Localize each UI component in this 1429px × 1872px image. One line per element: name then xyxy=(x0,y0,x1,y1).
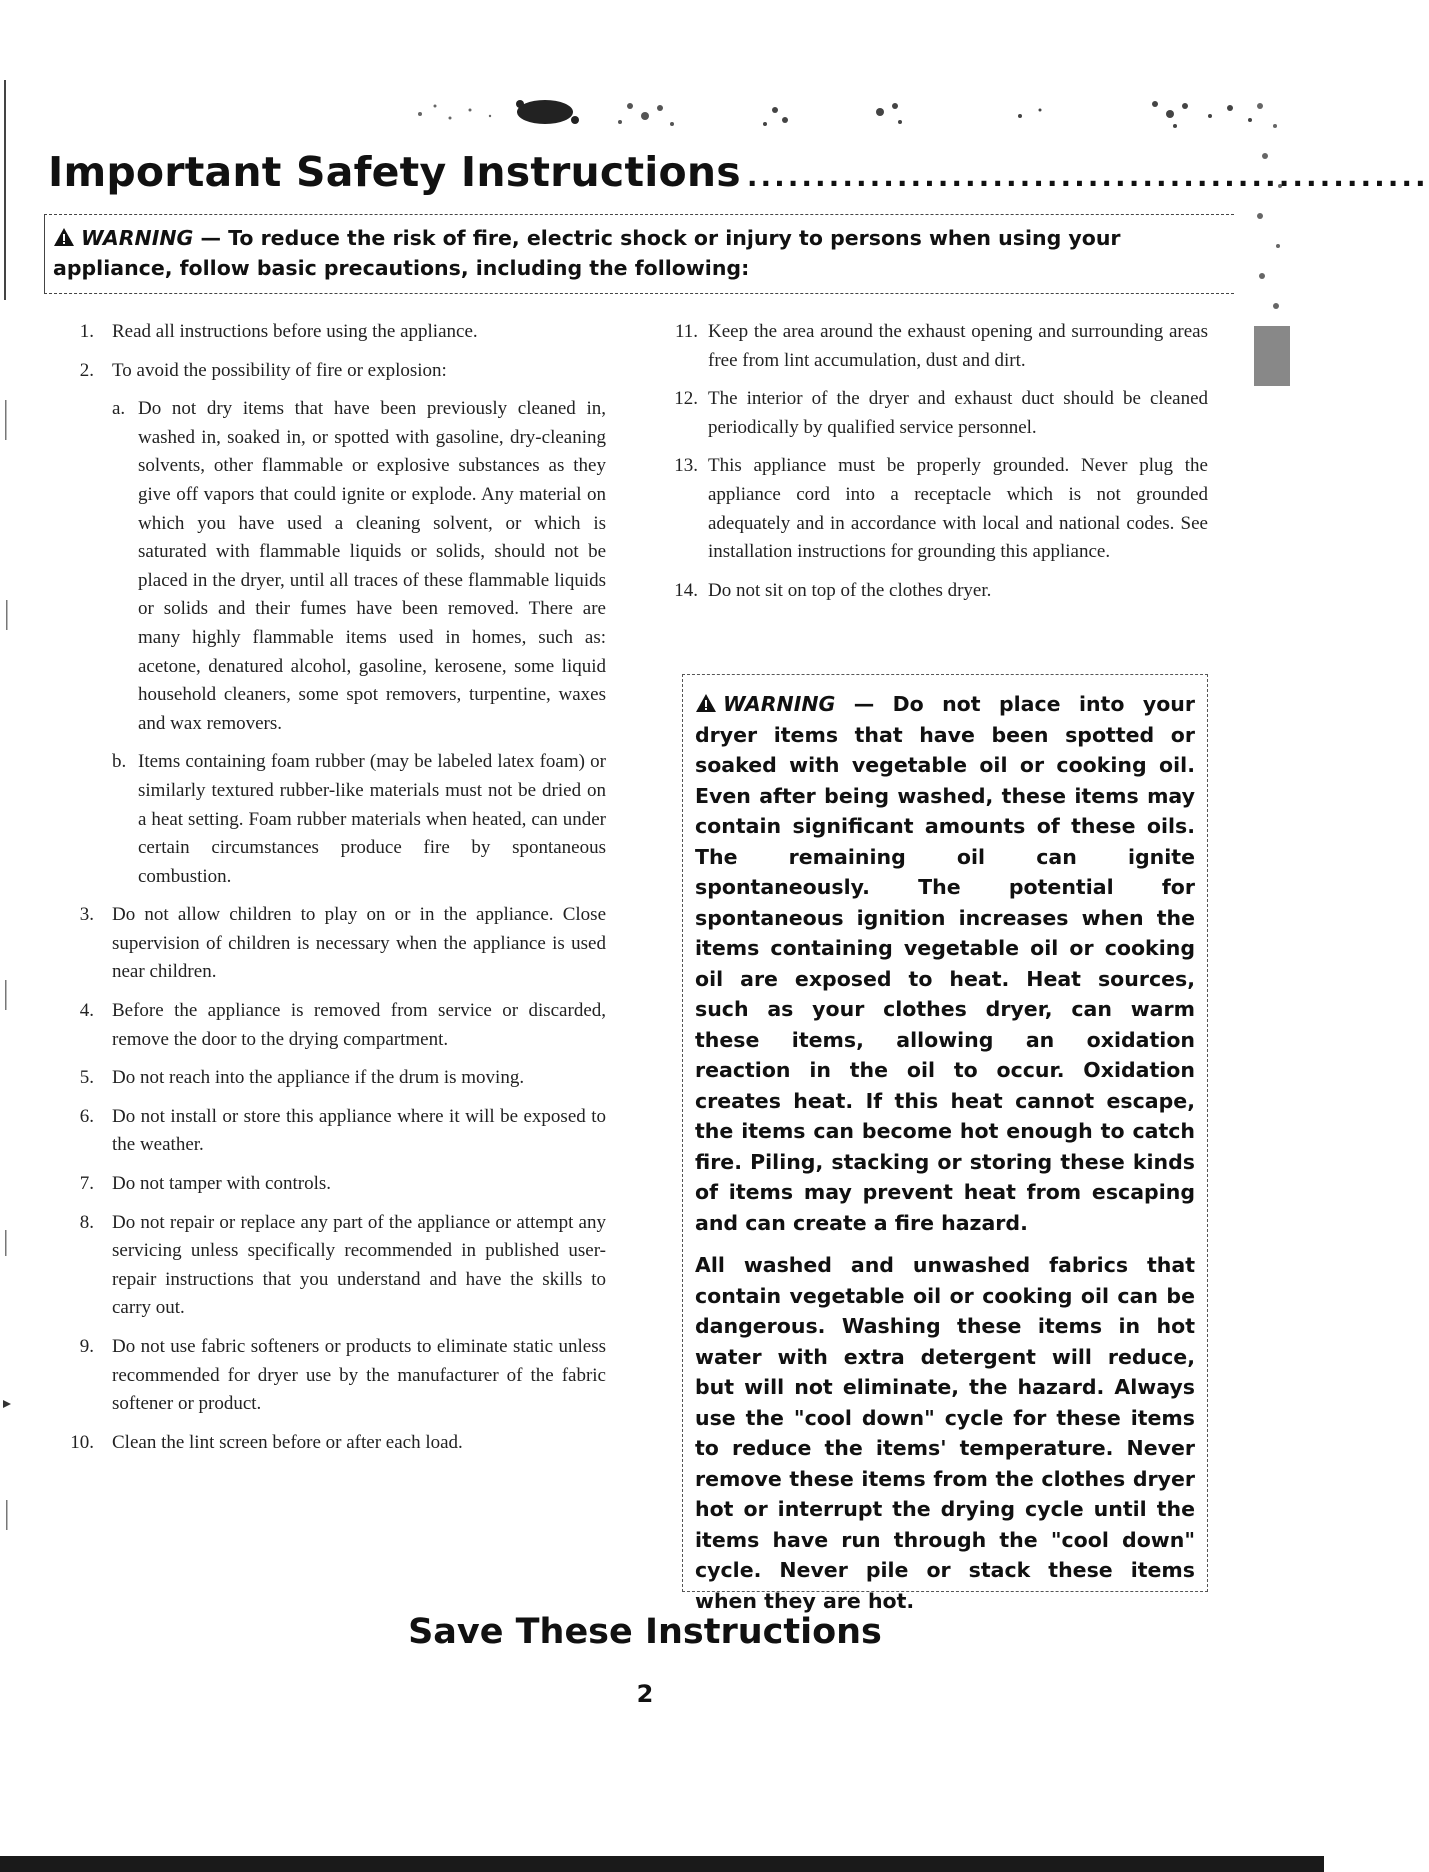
page-number: 2 xyxy=(636,1680,654,1708)
sub-item-text: Do not dry items that have been previously cleaned in, washed in, soaked in, or spotted with gasoline, dry-cleaning solvents, other flammable or explosive substances as they give off vapors that could ignite or explode. Any material on which you have used a cleaning solvent, or which is saturated with flammable liquids or solids, should not be placed in the dryer, until all traces of these flammable liquids or solids and their fumes have been removed. There are many highly flammable items used in homes, such as: acetone, denatured alcohol, gasoline, kerosene, some liquid household cleaners, some spot removers, turpentine, waxes and wax removers. xyxy=(138,398,606,734)
warning-triangle-icon xyxy=(53,227,75,247)
item-number: 5. xyxy=(79,1067,94,1089)
item-number: 9. xyxy=(79,1336,94,1357)
header-decorative-pattern xyxy=(380,86,1280,146)
oil-warning-box xyxy=(682,674,1208,1613)
top-warning-body: — To reduce the risk of fire, electric shock or injury to persons when using your appliance, follow basic precautions, including the following: xyxy=(53,226,1121,280)
oil-warning-label: WARNING xyxy=(723,692,836,716)
item-number: 11. xyxy=(674,321,698,342)
page-title: Important Safety Instructions xyxy=(48,148,741,196)
right-column xyxy=(662,318,1208,615)
list-item xyxy=(58,1429,606,1458)
item-text: Do not allow children to play on or in the appliance. Close supervision of children is necessary when the appliance is used near children. xyxy=(112,904,606,983)
list-item xyxy=(662,577,1208,606)
item-number: 12. xyxy=(674,388,698,410)
sub-item-text: Items containing foam rubber (may be labeled latex foam) or similarly textured rubber-like materials must not be dried on a heat setting. Foam rubber materials when heated, can under certain circumstances produce fire by spontaneous combustion. xyxy=(138,751,606,887)
item-text: Keep the area around the exhaust opening and surrounding areas free from lint accumulation, dust and dirt. xyxy=(708,321,1208,371)
top-warning-text xyxy=(53,223,1218,283)
item-number: 2. xyxy=(79,359,94,381)
item-text: Do not sit on top of the clothes dryer. xyxy=(708,579,992,601)
item-text: Read all instructions before using the appliance. xyxy=(112,321,478,342)
list-item xyxy=(58,357,606,386)
item-number: 6. xyxy=(79,1105,94,1127)
list-item xyxy=(58,1103,606,1160)
item-text: To avoid the possibility of fire or explosion: xyxy=(112,359,447,381)
list-item xyxy=(58,901,606,987)
warning-triangle-icon xyxy=(695,693,717,713)
list-item xyxy=(58,1064,606,1093)
item-text: Do not tamper with controls. xyxy=(112,1173,331,1195)
top-warning-box xyxy=(44,214,1234,294)
item-text: Clean the lint screen before or after each load. xyxy=(112,1431,463,1453)
top-warning-label: WARNING xyxy=(81,226,194,250)
item-text: Do not install or store this appliance where it will be exposed to the weather. xyxy=(112,1105,606,1156)
save-instructions-heading: Save These Instructions xyxy=(408,1612,882,1652)
item-text: Do not repair or replace any part of the appliance or attempt any servicing unless specifically recommended in published user-repair instructions that you understand and have the skills to carry out. xyxy=(112,1211,606,1319)
sub-item-letter: a. xyxy=(112,398,126,420)
item-number: 10. xyxy=(70,1431,94,1453)
list-item xyxy=(58,318,606,347)
item-number: 3. xyxy=(79,904,94,926)
item-text: Before the appliance is removed from service or discarded, remove the door to the drying compartment. xyxy=(112,1000,606,1050)
left-column xyxy=(58,318,606,1467)
list-item xyxy=(662,318,1208,375)
bottom-scan-edge xyxy=(0,1856,1324,1872)
oil-warning-text-1: — Do not place into your dryer items that have been spotted or soaked with vegetable oil or cooking oil. Even after being washed, these items may contain significant amounts of these oils. The remaining oil can ignite spontaneously. The potential for spontaneous ignition increases when the items containing vegetable oil or cooking oil are exposed to heat. Heat sources, such as your clothes dryer, can warm these items, allowing an oxidation reaction in the oil to occur. Oxidation creates heat. If this heat cannot escape, the items can become hot enough to catch fire. Piling, stacking or storing these kinds of items may prevent heat from escaping and can create a fire hazard. xyxy=(695,692,1195,1235)
sub-item-letter: b. xyxy=(112,751,127,773)
scan-edge-marks xyxy=(0,80,14,1580)
item-number: 14. xyxy=(674,579,698,601)
sub-list-item xyxy=(58,395,606,738)
side-decorative-pattern xyxy=(1240,86,1300,406)
oil-warning-paragraph-2: All washed and unwashed fabrics that contain vegetable oil or cooking oil can be dangerous. Washing these items in hot water with extra detergent will reduce, but will not eliminate, the hazard. Always use the "cool down" cycle for these items to reduce the items' temperature. Never remove these items from the clothes dryer hot or interrupt the drying cycle until the items have run through the "cool down" cycle. Never pile or stack these items when they are hot. xyxy=(695,1253,1195,1613)
oil-warning-paragraph xyxy=(695,689,1195,1238)
list-item xyxy=(58,1170,606,1199)
item-text: Do not use fabric softeners or products to eliminate static unless recommended for dryer use by the manufacturer of the fabric softener or product. xyxy=(112,1336,606,1415)
item-number: 7. xyxy=(79,1173,94,1195)
sub-list-item xyxy=(58,748,606,891)
list-item xyxy=(58,1209,606,1323)
item-number: 8. xyxy=(79,1211,94,1233)
list-item xyxy=(662,452,1208,566)
list-item xyxy=(662,385,1208,442)
item-number: 1. xyxy=(79,321,94,342)
item-text: The interior of the dryer and exhaust duct should be cleaned periodically by qualified service personnel. xyxy=(708,388,1208,438)
item-number: 4. xyxy=(79,1000,94,1022)
list-item xyxy=(58,1333,606,1419)
item-text: This appliance must be properly grounded. Never plug the appliance cord into a receptacle which is not grounded adequately and in accordance with local and national codes. See installation instructions for grounding this appliance. xyxy=(708,455,1208,563)
list-item xyxy=(58,997,606,1054)
title-row xyxy=(48,148,1429,200)
item-number: 13. xyxy=(674,455,698,477)
title-dot-leader: .................................................. xyxy=(746,160,1429,193)
item-text: Do not reach into the appliance if the drum is moving. xyxy=(112,1067,525,1089)
